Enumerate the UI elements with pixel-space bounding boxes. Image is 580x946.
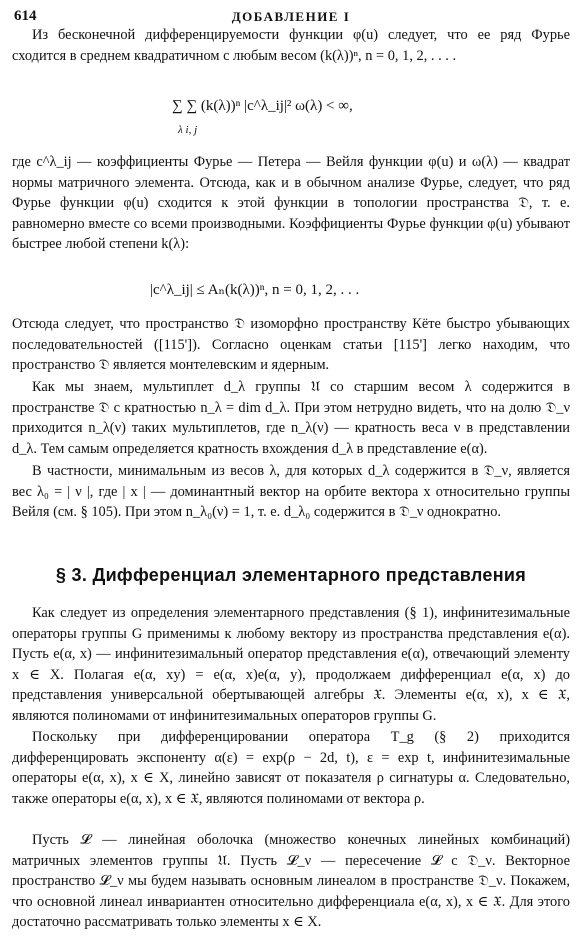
book-page (12, 0, 570, 946)
formula-2-text: |c^λ_ij| ≤ Aₙ(k(λ))ⁿ, n = 0, 1, 2, . . . (150, 282, 360, 298)
formula-weighted-series (172, 98, 353, 115)
page-number: 614 (14, 8, 37, 24)
paragraph-4: Как мы знаем, мультиплет d_λ группы 𝔘 со старшим весом λ содержится в пространстве 𝔇 с кратностью n_λ = dim d_λ. При этом нетрудно видеть, что на долю 𝔇_ν приходится n_λ(ν) таких мультиплетов, где n_λ(ν) — кратность веса ν в представлении d_λ. Тем самым определяется кратность вхождения d_λ в представление e(α). (12, 379, 570, 457)
summation-indices: λ i, j (178, 124, 198, 136)
paragraph-3: Отсюда следует, что пространство 𝔇 изоморфно пространству Кёте быстро убывающих последовательностей ([115']). Согласно оценкам статьи [115'] легко находим, что пространство 𝔇 является монтелевским и ядерным. (12, 316, 570, 374)
paragraph-5: В частности, минимальным из весов λ, для которых d_λ содержится в 𝔇_ν, является вес λ₀ = | ν |, где | x | — доминантный вектор на орбите вектора x относительно группы Вейля (см. § 105). При этом n_λ₀(ν) = 1, т. е. d_λ₀ содержится в 𝔇_ν однократно. (12, 463, 570, 521)
formula-coefficient-estimate (150, 280, 359, 299)
paragraph-7: Поскольку при дифференцировании оператора T_g (§ 2) приходится дифференцировать экспоненту α(ε) = exp(ρ − 2d, t), ε = exp t, инфинитезимальные операторы e(α, x), x ∈ X, линейно зависят от показателя ρ сигнатуры α. Следовательно, также операторы e(α, x), x ∈ 𝔛, являются полиномами от вектора ρ. (12, 729, 570, 807)
paragraph-6: Как следует из определения элементарного представления (§ 1), инфинитезимальные операторы группы G применимы к любому вектору из пространства представления e(α). Пусть e(α, x) — инфинитезимальный оператор представления e(α), отвечающий элементу x ∈ X. Полагая e(α, xy) = e(α, x)e(α, y), продолжаем дифференциал e(α, x) до представления универсальной обертывающей алгебры 𝔛. Элементы e(α, x), x ∈ 𝔛, являются полиномами от инфинитезимальных операторов группы G. (12, 605, 570, 724)
section-title: § 3. Дифференциал элементарного представления (55, 565, 527, 585)
paragraph-8: Пусть 𝓛 — линейная оболочка (множество конечных линейных комбинаций) матричных элементов группы 𝔘. Пусть 𝓛_ν — пересечение 𝓛 с 𝔇_ν. Векторное пространство 𝓛_ν мы будем называть основным линеалом в пространстве 𝔇_ν. Покажем, что основной линеал инвариантен относительно дифференциала e(α, x), x ∈ 𝔛. Для этого достаточно рассматривать только элементы x ∈ X. (12, 832, 570, 931)
paragraph-2: где c^λ_ij — коэффициенты Фурье — Петера — Вейля функции φ(u) и ω(λ) — квадрат нормы матричного элемента. Отсюда, как и в обычном анализе Фурье, следует, что ряд Фурье функции φ(u) сходится к этой функции в топологии пространства 𝔇, т. е. равномерно вместе со всеми производными. Коэффициенты Фурье функции φ(u) убывают быстрее любой степени k(λ): (12, 154, 570, 253)
running-head: ДОБАВЛЕНИЕ I (231, 9, 351, 24)
formula-1-text: ∑ ∑ (k(λ))ⁿ |c^λ_ij|² ω(λ) < ∞, (172, 98, 353, 114)
paragraph-1: Из бесконечной дифференцируемости функции φ(u) следует, что ее ряд Фурье сходится в среднем квадратичном с любым весом (k(λ))ⁿ, n = 0, 1, 2, . . . . (12, 27, 570, 64)
formula-1-summation-indices (178, 124, 197, 136)
